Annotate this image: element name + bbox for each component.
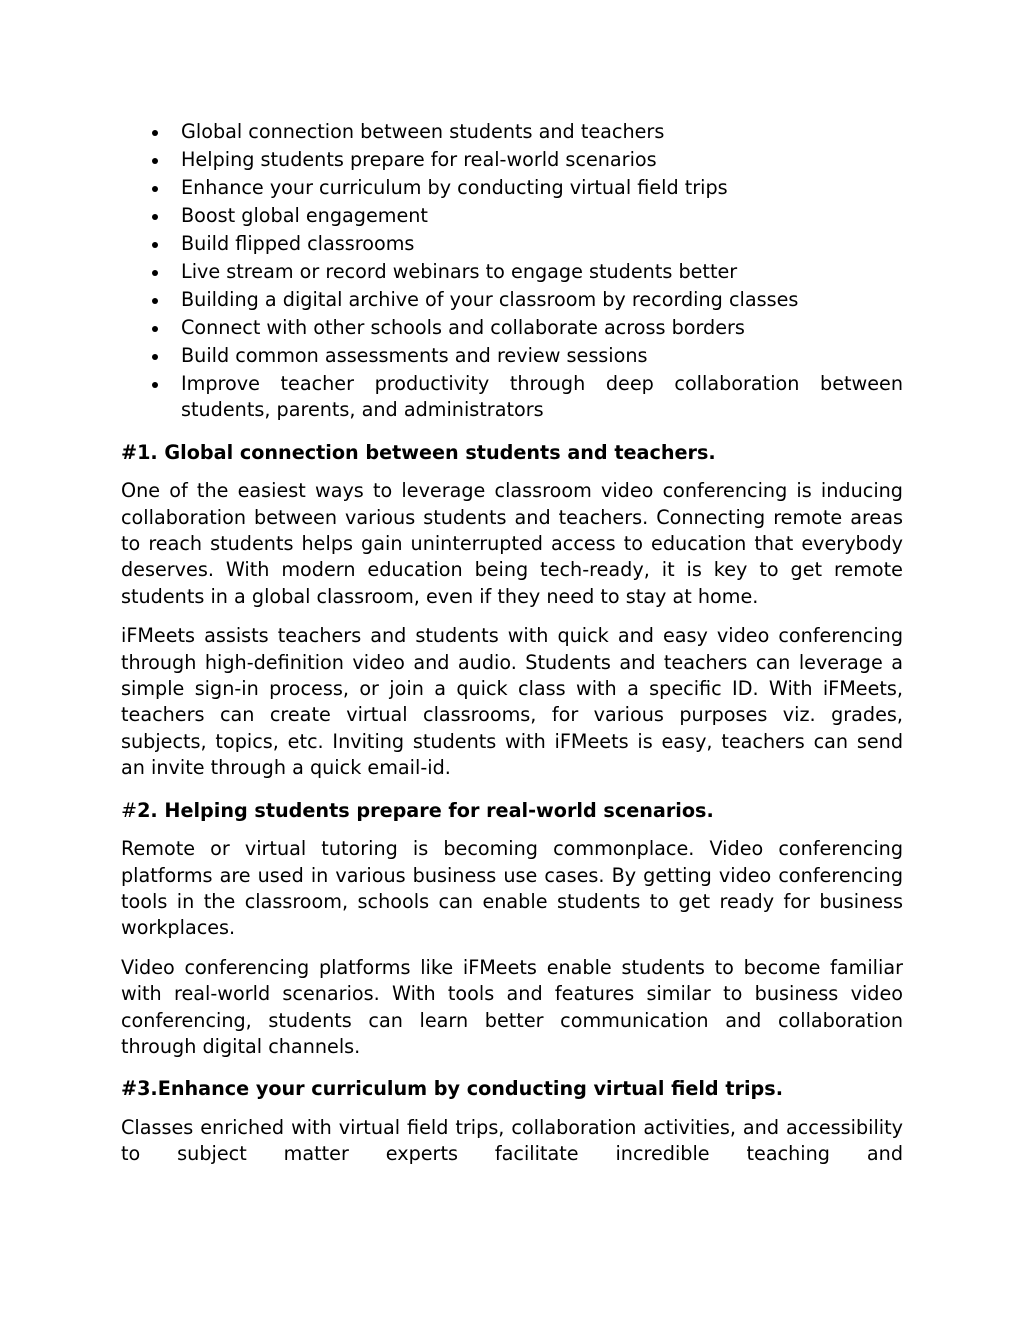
paragraph: One of the easiest ways to leverage classroom video conferencing is inducing collaboration between various students and teachers. Connecting remote areas to reach students helps gain uninterrupted access to education that everybody deserves. With modern education being tech-ready, it is key to get remote students in a global classroom, even if they need to stay at home. <box>121 479 903 608</box>
list-item-text: Boost global engagement <box>181 204 428 227</box>
list-item <box>121 119 903 145</box>
bullet-icon <box>152 326 158 332</box>
section-heading-3: #3.Enhance your curriculum by conducting virtual field trips. <box>121 1077 783 1101</box>
list-item-text: Improve teacher productivity through deep collaboration between students, parents, and administrators <box>181 372 903 422</box>
list-item-text: Connect with other schools and collaborate across borders <box>181 316 745 339</box>
bullet-icon <box>152 158 158 164</box>
list-item <box>121 371 903 424</box>
list-item <box>121 287 903 313</box>
list-item <box>121 231 903 257</box>
section-heading-1: #1. Global connection between students and teachers. <box>121 440 716 464</box>
list-item-text: Building a digital archive of your classroom by recording classes <box>181 288 799 311</box>
list-item <box>121 259 903 285</box>
heading-hash: # <box>121 798 138 822</box>
section-heading-2 <box>121 798 903 824</box>
list-item <box>121 175 903 201</box>
bullet-icon <box>152 186 158 192</box>
heading-text: 2. Helping students prepare for real-world scenarios. <box>137 798 714 822</box>
bullet-icon <box>152 214 158 220</box>
paragraph: iFMeets assists teachers and students with quick and easy video conferencing through high-definition video and audio. Students and teachers can leverage a simple sign-in process, or join a quick class with a specific ID. With iFMeets, teachers can create virtual classrooms, for various purposes viz. grades, subjects, topics, etc. Inviting students with iFMeets is easy, teachers can send an invite through a quick email-id. <box>121 624 903 780</box>
list-item-text: Live stream or record webinars to engage students better <box>181 260 738 283</box>
list-item <box>121 315 903 341</box>
bullet-icon <box>152 130 158 136</box>
list-item-text: Build common assessments and review sessions <box>181 344 648 367</box>
bullet-icon <box>152 270 158 276</box>
document-page <box>121 119 903 1181</box>
list-item <box>121 343 903 369</box>
list-item-text: Global connection between students and teachers <box>181 120 665 143</box>
bullet-icon <box>152 354 158 360</box>
bullet-icon <box>152 298 158 304</box>
paragraph: Remote or virtual tutoring is becoming commonplace. Video conferencing platforms are used in various business use cases. By getting video conferencing tools in the classroom, schools can enable students to get ready for business workplaces. <box>121 837 903 940</box>
bullet-icon <box>152 242 158 248</box>
paragraph: Classes enriched with virtual field trips, collaboration activities, and accessibility to subject matter experts facilitate incredible teaching and <box>121 1115 903 1166</box>
list-item-text: Helping students prepare for real-world scenarios <box>181 148 657 171</box>
paragraph: Video conferencing platforms like iFMeets enable students to become familiar with real-world scenarios. With tools and features similar to business video conferencing, students can learn better communication and collaboration through digital channels. <box>121 955 903 1058</box>
benefits-list <box>121 119 903 424</box>
list-item <box>121 147 903 173</box>
bullet-icon <box>152 382 158 388</box>
list-item <box>121 203 903 229</box>
list-item-text: Enhance your curriculum by conducting virtual field trips <box>181 176 728 199</box>
list-item-text: Build flipped classrooms <box>181 232 415 255</box>
